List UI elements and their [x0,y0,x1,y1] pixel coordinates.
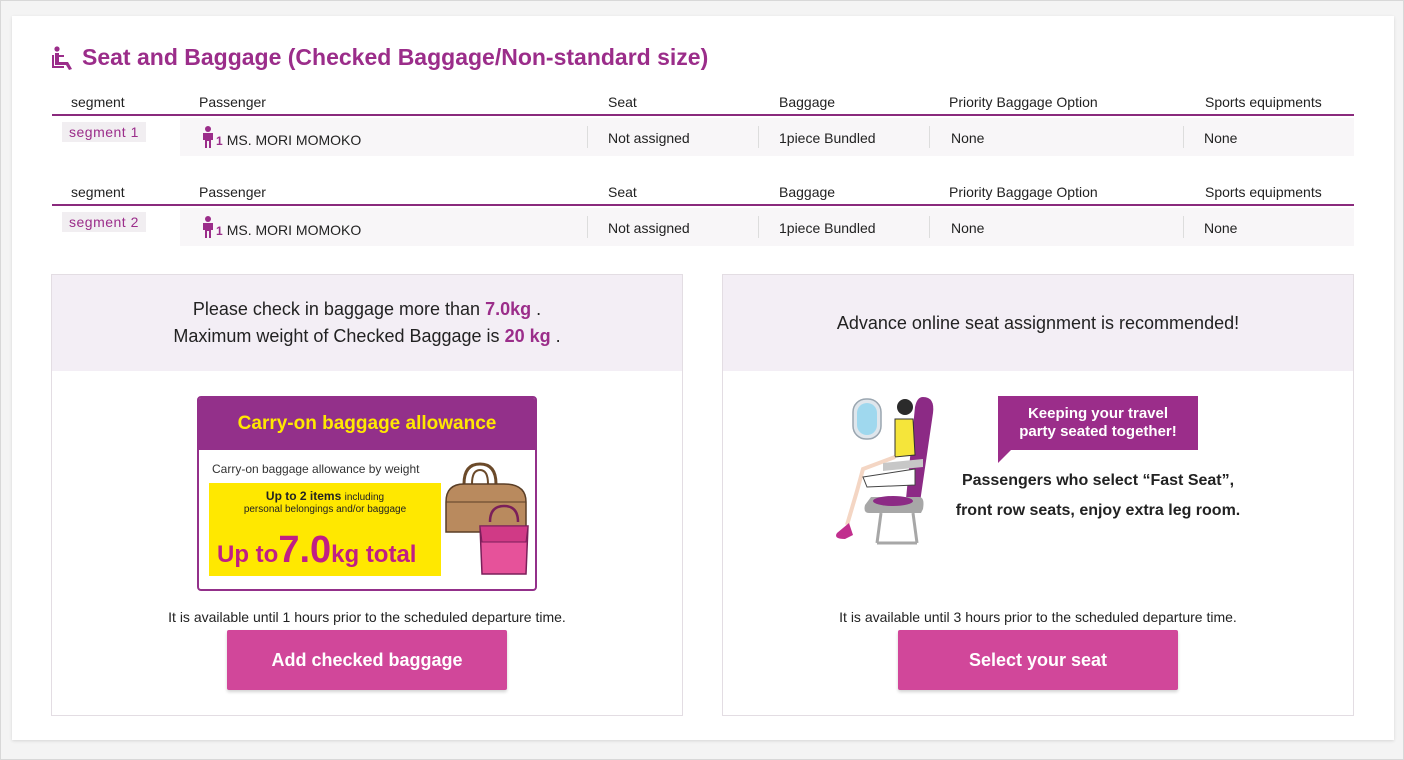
baggage-max-period: . [555,326,561,346]
bags-illustration [442,462,534,580]
col-priority: Priority Baggage Option [949,184,1098,200]
seat-value: Not assigned [608,220,690,236]
seat-availability: It is available until 3 hours prior to the scheduled departure time. [839,609,1237,625]
priority-value: None [951,220,985,236]
col-priority: Priority Baggage Option [949,94,1098,110]
col-sports: Sports equipments [1205,94,1322,110]
items-including: including [344,492,385,503]
divider [587,126,588,148]
baggage-value: 1piece Bundled [779,220,876,236]
table-row [52,116,1354,156]
baggage-max-line [173,323,560,350]
seated-person-icon [52,46,74,70]
total-value: 7.0 [278,529,332,571]
allowance-title: Carry-on baggage allowance [199,398,535,450]
col-passenger: Passenger [199,94,266,110]
baggage-min-value: 7.0kg [485,299,532,319]
total-suffix: kg total [331,541,417,568]
seat-value: Not assigned [608,130,690,146]
divider [1183,126,1184,148]
passenger-number: 1 [216,134,223,148]
seat-info-header [723,275,1353,371]
divider [1183,216,1184,238]
segment-badge: segment 1 [62,122,146,142]
baggage-info-header [52,275,682,371]
segment-table-1 [52,90,1354,156]
seat-baggage-card [12,16,1394,740]
col-passenger: Passenger [199,184,266,200]
carry-on-allowance-banner [197,396,537,591]
total-weight [217,529,416,572]
person-icon [202,216,214,238]
section-title-text: Seat and Baggage (Checked Baggage/Non-standard size) [82,44,709,70]
baggage-max-value: 20 kg [504,326,551,346]
sports-value: None [1204,220,1238,236]
col-sports: Sports equipments [1205,184,1322,200]
col-baggage: Baggage [779,184,836,200]
bubble-line-2: party seated together! [1019,423,1177,440]
seat-headline: Advance online seat assignment is recommended! [836,312,1240,333]
segment-header [52,90,1354,116]
select-your-seat-button[interactable]: Select your seat [898,630,1178,690]
passenger-number: 1 [216,224,223,238]
baggage-availability: It is available until 1 hours prior to the scheduled departure time. [168,609,566,625]
section-title [52,44,708,71]
divider [929,126,930,148]
baggage-min-text: Please check in baggage more than [192,299,481,319]
sports-value: None [1204,130,1238,146]
baggage-min-line [193,296,541,323]
baggage-value: 1piece Bundled [779,130,876,146]
divider [587,216,588,238]
col-seat: Seat [608,184,637,200]
baggage-panel [51,274,683,716]
divider [758,216,759,238]
passenger-cell [202,216,361,238]
passenger-cell [202,126,361,148]
items-count: Up to 2 items [265,489,342,503]
passenger-name: MS. MORI MOMOKO [226,222,362,238]
segment-badge: segment 2 [62,212,146,232]
allowance-yellow-box [209,483,441,576]
seat-panel [722,274,1354,716]
col-segment: segment [71,184,125,200]
divider [929,216,930,238]
items-detail: personal belongings and/or baggage [243,504,407,515]
table-row [52,206,1354,246]
passenger-name: MS. MORI MOMOKO [226,132,362,148]
items-line [209,489,441,503]
fast-seat-text-2: front row seats, enjoy extra leg room. [955,502,1241,519]
party-seating-bubble [998,396,1198,450]
person-icon [202,126,214,148]
fast-seat-text-1: Passengers who select “Fast Seat”, [961,472,1235,489]
total-prefix: Up to [217,541,279,568]
segment-header [52,180,1354,206]
baggage-max-text: Maximum weight of Checked Baggage is [173,326,500,346]
bubble-tail [998,449,1012,463]
segment-table-2 [52,180,1354,246]
bubble-line-1: Keeping your travel [1027,405,1169,422]
divider [758,126,759,148]
baggage-min-period: . [536,299,542,319]
col-seat: Seat [608,94,637,110]
priority-value: None [951,130,985,146]
allowance-subtitle: Carry-on baggage allowance by weight [212,462,420,476]
col-baggage: Baggage [779,94,836,110]
add-checked-baggage-button[interactable]: Add checked baggage [227,630,507,690]
col-segment: segment [71,94,125,110]
